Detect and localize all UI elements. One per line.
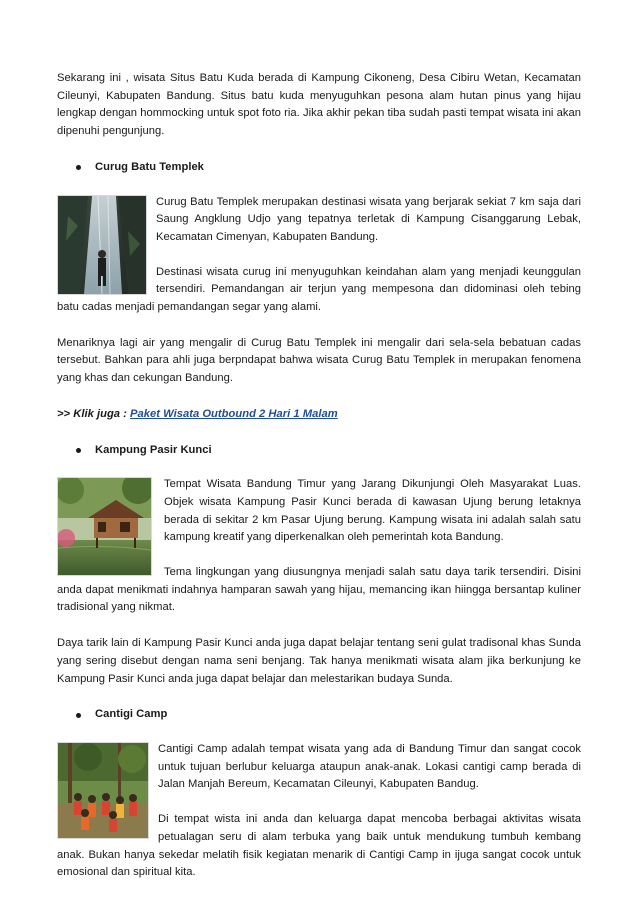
pasir-kunci-paragraph-3: Daya tarik lain di Kampung Pasir Kunci anda juga dapat belajar tentang seni gulat tradisonal khas Sunda yang sering disebut dengan nama seni benjang. Tak hanya menikmati wisata alam jika berkunjung ke Kampung Pasir Kunci anda juga dapat belajar dan melestarikan budaya Sunda.: [57, 637, 581, 685]
section-heading-curug-batu-templek: [76, 159, 581, 177]
intro-paragraph: Sekarang ini , wisata Situs Batu Kuda berada di Kampung Cikoneng, Desa Cibiru Wetan, Kecamatan Cileunyi, Kabupaten Bandung. Situs batu kuda menyuguhkan pesona alam hutan pinus yang hijau lengkap dengan hommocking untuk spot foto ria. Jika akhir pekan tiba sudah pasti tempat wisata ini akan dipenuhi pengunjung.: [57, 72, 581, 138]
section-title: Curug Batu Templek: [95, 160, 204, 173]
bullet-icon: [76, 448, 81, 453]
curug-paragraph-1: Curug Batu Templek merupakan destinasi wisata yang berjarak sekiat 7 km saja dari Saung Angklung Udjo yang tepatnya terletak di Kampung Cisanggarung Lebak, Kecamatan Cimenyan, Kabupaten Bandung.: [156, 195, 581, 243]
section-heading-cantigi-camp: [76, 706, 581, 724]
section-title: Cantigi Camp: [95, 708, 168, 721]
bullet-icon: [76, 165, 81, 170]
klik-prefix: >> Klik juga :: [57, 407, 131, 420]
curug-paragraph-3: Menariknya lagi air yang mengalir di Curug Batu Templek ini mengalir dari sela-sela bebatuan cadas tersebut. Bahkan para ahli juga berpndapat bahwa wisata Curug Batu Templek in merupakan fenomena yang khas dan cekungan Bandung.: [57, 336, 581, 385]
section-heading-kampung-pasir-kunci: [76, 442, 581, 460]
village-pond-photo: [57, 477, 152, 576]
cantigi-paragraph-2: Di tempat wista ini anda dan keluarga dapat mencoba berbagai aktivitas wisata petualagan seru di alam terbuka yang baik untuk mendukung tumbuh kembang anak. Bukan hanya sekedar melatih fisik kegiatan menarik di Cantigi Camp in ijuga sangat cocok untuk emosional dan spiritual kita.: [57, 813, 581, 879]
outbound-package-link[interactable]: Paket Wisata Outbound 2 Hari 1 Malam: [130, 407, 338, 420]
pasir-kunci-paragraph-2: Tema lingkungan yang diusungnya menjadi salah satu daya tarik tersendiri. Disini anda dapat menikmati indahnya hamparan sawah yang hijau, memancing ikan hiingga bersantap kuliner tradisional yang nikmat.: [57, 566, 581, 614]
klik-juga-line: [57, 406, 581, 424]
camp-group-photo: [57, 742, 149, 839]
section-title: Kampung Pasir Kunci: [95, 443, 212, 456]
curug-paragraph-2: Destinasi wisata curug ini menyuguhkan keindahan alam yang menjadi keunggulan tersendiri. Pemandangan air terjun yang mempesona dan didominasi oleh tebing batu cadas menjadi pemandangan segar yang alami.: [57, 265, 581, 314]
waterfall-photo: [57, 195, 147, 295]
bullet-icon: [76, 713, 81, 718]
pasir-kunci-paragraph-1: Tempat Wisata Bandung Timur yang Jarang Dikunjungi Oleh Masyarakat Luas. Objek wisata Kampung Pasir Kunci berada di kawasan Ujung berung letaknya berada di sekitar 2 km Pasar Ujung berung. Kampung wisata ini adalah salah satu kampung kreatif yang diperkenalkan oleh pemerintah kota Bandung.: [164, 478, 581, 544]
cantigi-paragraph-1: Cantigi Camp adalah tempat wisata yang ada di Bandung Timur dan sangat cocok untuk tujuan berlubur keluarga ataupun anak-anak. Lokasi cantigi camp berada di Jalan Manjah Bereum, Kecamatan Cileunyi, Kabupaten Bandug.: [158, 742, 581, 791]
document-body: [57, 70, 581, 882]
